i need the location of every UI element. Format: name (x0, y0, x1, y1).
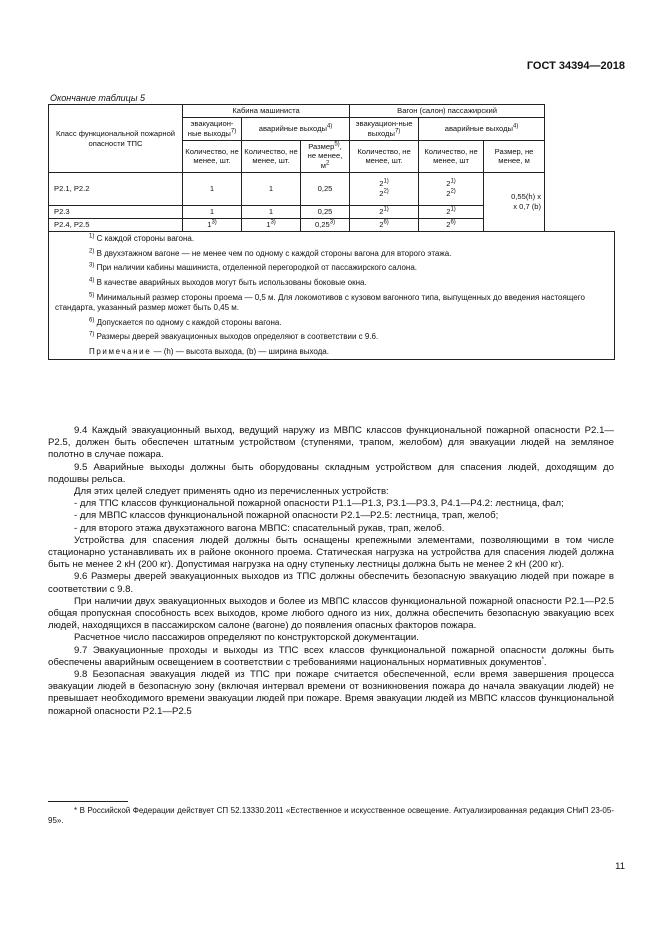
document-id: ГОСТ 34394—2018 (526, 60, 625, 72)
paragraph-9-8: 9.8 Безопасная эвакуация людей из ТПС при пожаре считается обеспеченной, если время завершения процесса эвакуации людей в безопасную зону (включая интервал времени от возникновения пожара до начала эвакуации людей) не превышает необходимого времени эвакуации людей при пожаре. Время эвакуации людей из МВПС классов функциональной пожарной опасности Р2.1—Р2.5 (48, 669, 614, 717)
header-cab-evac: эвакуацион-ные выходы$^{7)}$ (183, 117, 242, 140)
list-item: - для МВПС классов функциональной пожарной опасности Р2.1—Р2.5: лестница, трап, желоб; (74, 510, 499, 522)
header-count-b: Количество, не менее, шт. (242, 140, 301, 173)
main-text (48, 425, 614, 718)
footnote-separator (48, 801, 128, 802)
header-count-c: Количество, не менее, шт. (350, 140, 419, 173)
table-note: $^{7)}$ Размеры дверей эвакуационных выходов определяют в соответствии с 9.6. (89, 331, 379, 342)
paragraph-9-5: 9.5 Аварийные выходы должны быть оборудованы складным устройством для спасения людей, доходящим до подошвы рельса. (48, 461, 614, 485)
table-note: $^{1)}$ С каждой стороны вагона. (89, 233, 195, 243)
header-cab-emerg: аварийные выходы$^{4)}$ (242, 117, 350, 140)
header-class: Класс функциональной пожарной опасности ТПС (49, 105, 183, 173)
footnote: * В Российской Федерации действует СП 52.13330.2011 «Естественное и искусственное освещение. Актуализированная редакция СНиП 23-05-95». (48, 806, 614, 825)
header-count-d: Количество, не менее, шт (419, 140, 484, 173)
table-row: P2.1, P2.2 1 1 0,25 2$^{1)}$ 2$^{2)}$ 2$^{1)}$ 2$^{2)}$ 0,55(h) x x 0,7 (b) (49, 173, 615, 206)
table-5 (48, 104, 615, 360)
paragraph-9-6-passengers: Расчетное число пассажиров определяют по конструкторской документации. (74, 632, 419, 644)
paragraph-9-4: 9.4 Каждый эвакуационный выход, ведущий наружу из МВПС классов функциональной пожарной опасности Р2.1—Р2.5, должен быть обеспечен штатным устройством (ступенями, трапом, желобом) для эвакуации людей на земляное полотно в случае пожара. (48, 425, 614, 461)
paragraph-9-5-devices: Устройства для спасения людей должны быть оснащены крепежными элементами, позволяющими в том числе стационарно устанавливать их в районе оконного проема. Статическая нагрузка на устройства для спасения людей должна быть не менее 2 кН (200 кг). Допустимая нагрузка на одну ступеньку лестницы должна быть не менее 2 кН (200 кг). (48, 534, 614, 571)
table-note: $^{5)}$ Минимальный размер стороны проема — 0,5 м. Для локомотивов с кузовом вагонного типа, выпущенных до введения настоящего стандарта, указанный размер может быть 0,45 м. (55, 291, 585, 313)
table-note: $^{4)}$ В качестве аварийных выходов могут быть использованы боковые окна. (89, 277, 367, 287)
table-row: P2.3 1 1 0,25 2$^{1)}$ 2$^{1)}$ (49, 206, 615, 219)
paragraph-9-6: 9.6 Размеры дверей эвакуационных выходов из ТПС должны обеспечить безопасную эвакуацию людей при пожаре в соответствии с 9.8. (48, 571, 614, 595)
table-remark: Примечание — (h) — высота выхода, (b) — ширина выхода. (89, 347, 329, 357)
table-note: $^{6)}$ Допускается по одному с каждой стороны вагона. (89, 317, 282, 327)
page-number: 11 (615, 861, 625, 872)
table-note: $^{3)}$ При наличии кабины машиниста, отделенной перегородкой от пассажирского салона. (89, 262, 418, 273)
header-cab: Кабина машиниста (183, 105, 350, 118)
header-wagon-evac: эвакуацион-ные выходы$^{7)}$ (350, 117, 419, 140)
header-size-m: Размер, не менее, м (484, 140, 545, 173)
header-wagon: Вагон (салон) пассажирский (350, 105, 545, 118)
table-row: P2.4, P2.5 1$^{3)}$ 1$^{3)}$ 0,25$^{3)}$ 2$^{6)}$ 2$^{6)}$ (49, 219, 615, 232)
table-header-row-1 (49, 105, 615, 118)
paragraph-9-6-capacity: При наличии двух эвакуационных выходов и более из МВПС классов функциональной пожарной опасности Р2.1—Р2.5 общая пропускная способность всех выходов, кроме любого одного из них, должна обеспечить безопасную эвакуацию всех людей, находящихся в пассажирском салоне (вагоне) до появления опасных факторов пожара. (48, 595, 614, 632)
table-caption: Окончание таблицы 5 (50, 93, 145, 103)
table-notes-row (49, 231, 615, 360)
footnote-marker: * (541, 656, 544, 663)
header-count-a: Количество, не менее, шт. (183, 140, 242, 173)
paragraph-9-5-intro: Для этих целей следует применять одно из перечисленных устройств: (74, 486, 389, 498)
header-size: Размер$^{5)}$, не менее, $м^2$ (301, 140, 350, 173)
paragraph-9-7: 9.7 Эвакуационные проходы и выходы из ТПС всех классов функциональной пожарной опасности должны быть обеспечены аварийным освещением в соответствии с требованиями национальных нормативных документов*. (48, 644, 614, 668)
list-item: - для второго этажа двухэтажного вагона МВПС: спасательный рукав, трап, желоб. (74, 522, 445, 534)
table-notes (49, 231, 615, 360)
wagon-size-cell: 0,55(h) x x 0,7 (b) (484, 173, 545, 232)
header-wagon-emerg: аварийные выходы$^{4)}$ (419, 117, 545, 140)
list-item: - для ТПС классов функциональной пожарной опасности Р1.1—Р1.3, Р3.1—Р3.3, Р4.1—Р4.2: лестница, фал; (74, 498, 564, 510)
table-note: $^{2)}$ В двухэтажном вагоне — не менее чем по одному с каждой стороны вагона для второго этажа. (89, 247, 452, 258)
